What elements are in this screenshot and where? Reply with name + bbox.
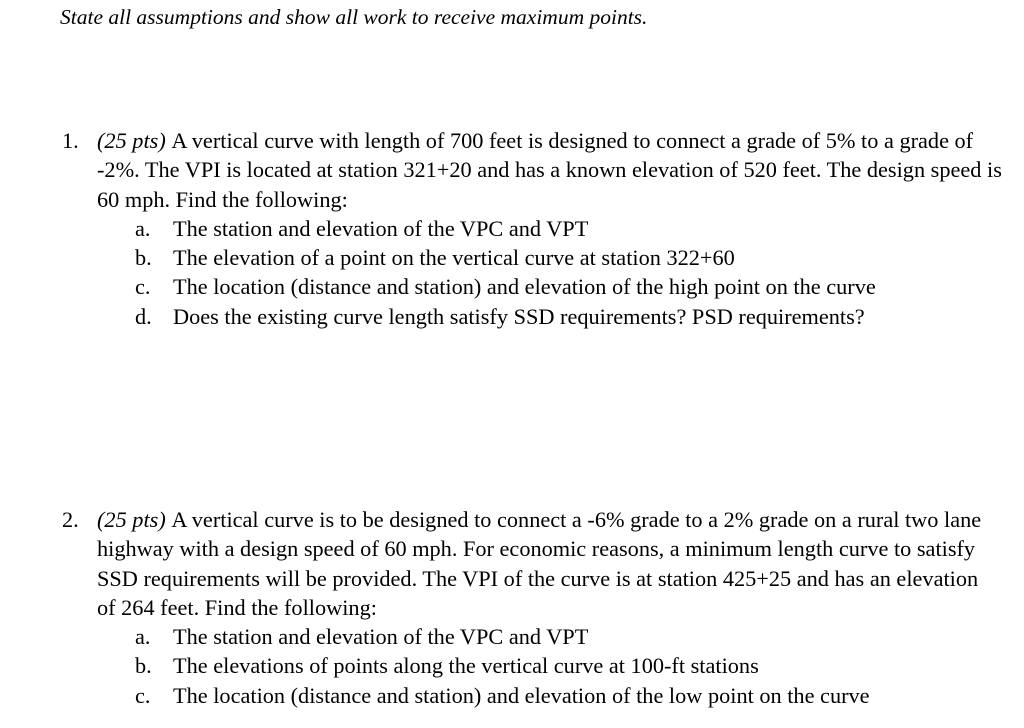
part-letter: d. (135, 303, 152, 329)
problem-part (62, 651, 1002, 680)
problem-part (62, 214, 1002, 243)
problem-points: (25 pts) (97, 507, 172, 532)
problem-part (62, 302, 1002, 331)
problem-number: 2. (62, 507, 79, 532)
part-letter: a. (135, 624, 151, 650)
problem-number: 1. (62, 128, 79, 153)
part-text: The elevation of a point on the vertical curve at station 322+60 (173, 245, 735, 271)
part-text: The elevations of points along the vertical curve at 100-ft stations (173, 653, 759, 679)
part-text: The station and elevation of the VPC and VPT (173, 215, 589, 241)
part-text: The location (distance and station) and elevation of the low point on the curve (173, 682, 870, 708)
part-letter: c. (135, 274, 151, 300)
part-text: The station and elevation of the VPC and VPT (173, 624, 589, 650)
problem-part (62, 243, 1002, 272)
problem-points: (25 pts) (97, 128, 172, 153)
problem-text: A vertical curve with length of 700 feet is designed to connect a grade of 5% to a grade of -2%. The VPI is located at station 321+20 and has a known elevation of 520 feet. The design speed is 60 mph. Find the following: (97, 128, 1002, 212)
problem-statement (62, 126, 1002, 214)
problem-part (62, 272, 1002, 301)
problem-part (62, 681, 1002, 710)
part-letter: b. (135, 245, 152, 271)
problem-part (62, 622, 1002, 651)
problem-parts-list (62, 214, 1002, 331)
part-text: Does the existing curve length satisfy SSD requirements? PSD requirements? (173, 303, 865, 329)
part-text: The location (distance and station) and elevation of the high point on the curve (173, 274, 876, 300)
problem-1 (62, 126, 1002, 331)
part-letter: b. (135, 653, 152, 679)
problem-text: A vertical curve is to be designed to connect a -6% grade to a 2% grade on a rural two lane highway with a design speed of 60 mph. For economic reasons, a minimum length curve to satisfy SSD requirements will be provided. The VPI of the curve is at station 425+25 and has an elevation of 264 feet. Find the following: (97, 507, 982, 620)
part-letter: a. (135, 215, 151, 241)
part-letter: c. (135, 682, 151, 708)
problem-2 (62, 505, 1002, 710)
instructions-text: State all assumptions and show all work to receive maximum points. (60, 5, 648, 29)
problem-parts-list (62, 622, 1002, 710)
problem-statement (62, 505, 1002, 622)
